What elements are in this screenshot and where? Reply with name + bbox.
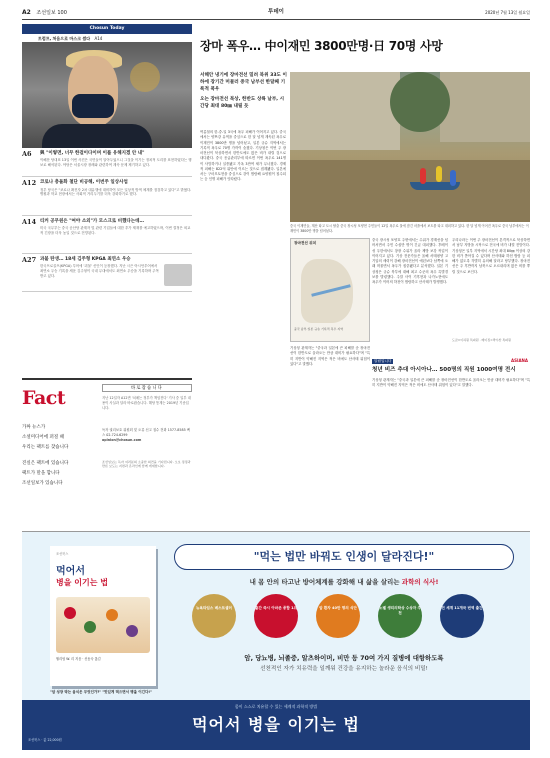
trump-photo (22, 42, 192, 148)
food-item (64, 607, 76, 619)
section-name: 투데이 (268, 9, 284, 15)
notice-block[interactable] (372, 358, 530, 374)
contact-text: 독자 권리보호 위원회 및 오류 신고 접수 전화 1577-8585 팩스 02-724-6299 (102, 428, 190, 437)
brief-headline[interactable]: 티커 공무원은 "여야 소외"가 모스크로 비했다는데… (40, 218, 144, 224)
article-body-col4: 기상청 관계자는 "중국과 일본에 큰 피해를 준 장마전선이 한반도로 올라오는 만큼 대비가 필요하다"며 "특히 지반이 약해진 지역은 적은 비에도 산사태 위험이 있다"고 말했다. (290, 346, 370, 366)
book-advertisement[interactable] (22, 531, 530, 749)
ad-footer-tagline: 몸이 스스로 치유할 수 있는 세계적 과학적 방법 (234, 704, 318, 709)
food-item (126, 625, 138, 637)
subhead: 서해안 냉기에 장마전선 밀려 북위 33도 이하에 장기간 머물러 중국 남부선 한달째 기록적 폭우 (200, 73, 287, 93)
correction-contact (102, 428, 192, 442)
seal-shape (130, 62, 160, 92)
person-figure (450, 170, 456, 186)
subhead: 오는 장마전선 북상, 한반도 상륙 날부, 시간당 최대 80㎜ 내릴 듯 (200, 97, 285, 110)
ad-footer-bar (22, 700, 530, 750)
award-badge: 전 세계 11개국 번역 출간 (440, 594, 484, 638)
contact-email[interactable]: opinion@chosun.com (102, 437, 142, 442)
correction-note: 지난 12일자 A12면 '치매는 정부가 책임진다' 기사 중 일부 내용이 사실과 달라 바로잡습니다. 해당 통계는 2019년 기준입니다. (102, 396, 191, 410)
fact-box (22, 378, 192, 520)
ad-description-line1: 암, 당뇨병, 뇌졸중, 알츠하이머, 비만 등 70여 가지 질병에 대항하도록 (244, 654, 444, 662)
chosun-today-caption[interactable] (22, 34, 192, 42)
photo-detail (290, 72, 400, 150)
left-column (22, 24, 192, 292)
notice-badge: 알림입니다 (374, 359, 392, 363)
map-legend: 중국 남부·일본 규슈 기록적 폭우 지역 (294, 327, 344, 331)
correction-title: 바로잡습니다 (102, 384, 192, 392)
masthead (22, 8, 530, 20)
sponsor-logo: ASIANA (510, 358, 528, 363)
photo-detail (42, 124, 152, 148)
slogan-line: 가짜 뉴스가 (22, 425, 46, 430)
food-illustration (56, 597, 150, 653)
book-quote: "암 성장 막는 음식은 무엇인가?" "맛있게 먹으면서 병을 이긴다!" (50, 690, 152, 694)
book-publisher: 조선북스 (56, 552, 69, 556)
book-author: 윌리엄 W. 리 지음 · 신동숙 옮김 (56, 657, 101, 662)
brief-headline[interactable]: 與 "이렇면, 너무 한걸이다이며 이를 유해지겠 안 내" (40, 151, 145, 157)
section-tag: A14 (22, 217, 37, 226)
person-figure (436, 166, 442, 182)
brief-section[interactable] (22, 254, 192, 292)
photo-detail (440, 72, 530, 142)
food-item (106, 609, 118, 621)
ad-headline: "먹는 법만 바꿔도 인생이 달라진다!" (174, 544, 514, 570)
photo-caption-text: 트럼프, 처음으로 마스크 썼다 (38, 36, 91, 41)
book-title-line1: 먹어서 (56, 566, 85, 578)
photo-caption-page: A14 (94, 36, 103, 41)
ad-footer-publisher: 조선북스 · 값 22,000원 (28, 738, 62, 742)
brief-section[interactable] (22, 216, 192, 254)
fact-slogan (22, 424, 94, 491)
section-tag: A6 (22, 150, 32, 159)
ad-subline-accent: 과학의 식사! (401, 578, 439, 586)
brief-headline[interactable]: 과불 탄생… 18세 김주형 KPGA 최연소 우승 (40, 256, 131, 262)
section-tag: A12 (22, 179, 37, 188)
golfer-photo (164, 264, 192, 286)
award-badge: 암 환자 40만 명의 식단 (316, 594, 360, 638)
chosun-today-header: Chosun Today (22, 24, 192, 34)
page-number: A2 (22, 9, 31, 16)
notice-body: 기상청 관계자는 "중국과 일본에 큰 피해를 준 장마전선이 한반도로 올라오는 만큼 대비가 필요하다"며 "특히 지반이 약해진 지역은 적은 비에도 산사태 위험이 있다"고 말했다. (372, 378, 530, 388)
award-badge: 노벨 생리의학상 수상자 추천 (378, 594, 422, 638)
issue-date: 2020년 7월 13일 월요일 (485, 10, 530, 15)
brief-section[interactable] (22, 177, 192, 215)
award-badge: 출간 즉시 아마존 종합 1위 (254, 594, 298, 638)
book-title-line2: 병을 이기는 법 (56, 578, 108, 588)
ad-subline (174, 578, 514, 587)
paper-name: 조선일보 100 (36, 10, 67, 16)
article-body-col3: 우리나라는 이번 주 장마전선이 본격적으로 북상하면서 남부 지방을 시작으로 전국에 비가 내릴 전망이다. 기상청은 일부 지역에서 시간당 최대 80㎜ 이상의 강한 비가 쏟아질 수 있다며 산사태와 하천 범람 등 피해가 없도록 각별히 유의해 달라고 당부했다. 장마전선은 주 후반까지 남북으로 오르내리며 많은 비를 뿌릴 것으로 보인다. (452, 238, 530, 274)
weather-map (290, 238, 370, 342)
map-title: 장마전선 위치 (294, 241, 317, 245)
reporter-byline: 도쿄=이하원 특파원 · 베이징=박수찬 특파원 (452, 338, 512, 342)
brief-body: 미국 국무부는 중국 공산당 관계자 및 관련 기업들에 대한 추가 제재를 예고하였으며, 이번 결정은 외교적 긴장을 더욱 높일 것으로 전망된다. (40, 225, 191, 235)
fact-logo: Fact (22, 387, 66, 409)
brief-headline[interactable]: 코로나 충돌화 철단 비공해, 이번주 일상사업 (40, 180, 128, 186)
award-badge: 뉴욕타임스 베스트셀러 (192, 594, 236, 638)
floodwater (290, 160, 530, 222)
slogan-line: 조선일보가 있습니다 (22, 481, 63, 487)
slogan-line: 팩트가 말을 합니다 (22, 471, 60, 477)
food-item (84, 621, 96, 633)
ad-description-line2: 선천적인 자가 치유력을 일깨워 건강을 유지하는 놀라운 음식의 비밀! (260, 666, 428, 672)
notice-title[interactable]: 청년 비즈 추대 아시아나… 500명의 직원 1000여명 전시 (372, 366, 516, 373)
brief-section[interactable] (22, 148, 192, 177)
book-cover[interactable] (50, 546, 156, 686)
mask-shape (72, 94, 114, 118)
section-tag: A27 (22, 255, 37, 264)
article-subheads (200, 72, 288, 114)
ad-subline-text: 내 몸 안의 타고난 방어체계를 강화해 내 삶을 살리는 (249, 578, 402, 586)
ad-footer-title: 먹어서 병을 이기는 법 (192, 715, 360, 734)
brief-body: 한국프로골프(KPGA) 투어에 '괴물' 신인이 등장했다. 지난 시즌 아시안투어에서 최연소 우승 기록을 세운 김주형이 국내 무대에서도 최연소 우승을 기록하며 주목받고 있다. (40, 263, 159, 278)
flood-photo (290, 72, 530, 222)
main-headline[interactable]: 장마 폭우… 中이재민 3800만명·日 70명 사망 (200, 39, 443, 53)
brief-body: 이해찬 당대표 13일 이번 사건은 국민들이 알아두었으니 그것을 이기는 정치적 도리를 표현하였다는 행보로 해석된다. 야당은 서울시장 장례와 관련하여 계속 문제 제기하고 있다. (40, 158, 192, 168)
flood-photo-caption: 중국 이재민들, 계산 타고 도시 탈출 중국 장시성 포양현 주민들이 12일 폭우로 물에 잠긴 마을에서 보트를 타고 대피하고 있다. 한 달 넘게 이어진 폭우로 중국 남부에서는 이재민이 3800만 명을 넘어섰다. (290, 224, 529, 233)
award-badges (192, 594, 492, 648)
article-body-col1: 여름철의 한-중-일 3국에 폭우 피해가 이어지고 있다. 중국에서는 양쯔강 유역을 중심으로 한 달 넘게 계속된 폭우로 이재민이 3800만 명을 넘어섰고, 일본 규슈 지역에서는 기록적 폭우로 70명 가까이 숨졌다. 기상청은 이번 주 장마전선이 북상하면서 한반도에도 많은 비가 내릴 것으로 내다봤다. 중국 응급관리부에 따르면 이번 폭우로 141명이 사망하거나 실종됐고 가옥 3만여 채가 무너졌다. 경제적 피해는 822억 위안에 이르는 것으로 집계됐다. 일본에서는 구마모토현을 중심으로 강이 범람해 요양원이 침수되는 등 인명 피해가 잇따랐다. (200, 130, 286, 182)
person-figure (420, 168, 426, 184)
slogan-line: 소셜미디어에 퍼질 때 (22, 435, 64, 441)
fact-footnote: 조선일보는 독자 여러분의 소중한 의견을 기다립니다. 오보 정정과 반론 보도는 지면과 온라인에 함께 게재합니다. (102, 460, 191, 469)
photo-detail (390, 72, 450, 132)
slogan-line: 진실은 팩트에 있습니다 (22, 461, 69, 467)
article-body-col2: 중국 장시성 포양호 주변에서는 수위가 경계선을 넘어서면서 주민 수십만 명이 긴급 대피했다. 후베이성 우한에서도 창장 수위가 올라 제방 보강 작업이 이어지고 있다. 기상 전문가들은 올해 서태평양 고기압의 세력이 강해 장마전선이 예년보다 남쪽에 오래 머물면서 폭우가 집중됐다고 분석했다. 일본 기상청은 규슈 북부에 대해 최고 수준의 폭우 특별경보를 발령했다. 주말 사이 기후현과 나가노현에도 폭우가 이어져 하천이 범람하고 산사태가 발생했다. (372, 238, 448, 285)
slogan-line: 우리는 팩트를 찾습니다 (22, 445, 69, 451)
brief-body: 정부 당국은 "코로나 확진자 2차 대유행에 대비하여 모든 일상적 방역 체계를 점검하고 있다"고 밝혔다. 병원과 학교 현장에서는 사회적 거리두기를 더욱 강화하기로 했다. (40, 187, 192, 197)
